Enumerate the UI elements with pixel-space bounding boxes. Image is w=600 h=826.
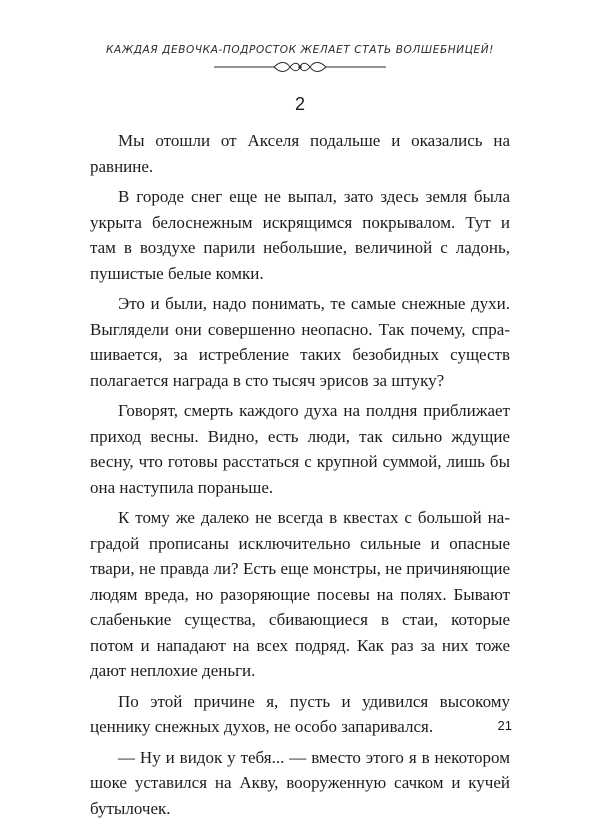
paragraph: Мы отошли от Акселя подальше и оказались на равнине. (90, 131, 510, 176)
running-head: КАЖДАЯ ДЕВОЧКА-ПОДРОСТОК ЖЕЛАЕТ СТАТЬ ВОЛШЕБНИЦЕЙ! (106, 44, 494, 56)
paragraph: К тому же далеко не всегда в квестах с большой наградой прописаны исключительно сильные и опасные твари, не правда ли? Есть еще монстры, не причиняющие людям вреда, но разоряющие посевы на полях. Бывают слабенькие существа, сбивающиеся в стаи, которые потом и нападают на всех подряд. Как раз за них тоже дают неплохие деньги. (90, 508, 510, 680)
ornament-divider-icon (212, 60, 388, 74)
paragraph: — Ну и видок у тебя... — вместо этого я в некотором шоке уставился на Акву, вооруженную сачком и кучей бутылочек. (90, 747, 510, 818)
paragraph: Говорят, смерть каждого духа на полдня приближает приход весны. Видно, есть люди, так сильно ждущие весну, что готовы расстаться с крупной суммой, лишь бы она наступила пораньше. (90, 401, 510, 497)
paragraph: В городе снег еще не выпал, зато здесь земля была укрыта белоснежным искрящимся покрывалом. Тут и там в воздухе парили небольшие, величиной с ладонь, пушистые белые комки. (90, 187, 510, 283)
paragraph: По этой причине я, пусть и удивился высокому ценнику снежных духов, не особо запаривался. (90, 691, 510, 736)
chapter-number: 2 (294, 94, 305, 114)
body-text (90, 128, 510, 826)
paragraph: Это и были, надо понимать, те самые снежные духи. Выглядели они совершенно неопасно. Так почему, спрашивается, за истребление таких безобидных существ полагается награда в сто тысяч эрисов за штуку? (90, 294, 510, 390)
page-number: 21 (497, 718, 512, 733)
